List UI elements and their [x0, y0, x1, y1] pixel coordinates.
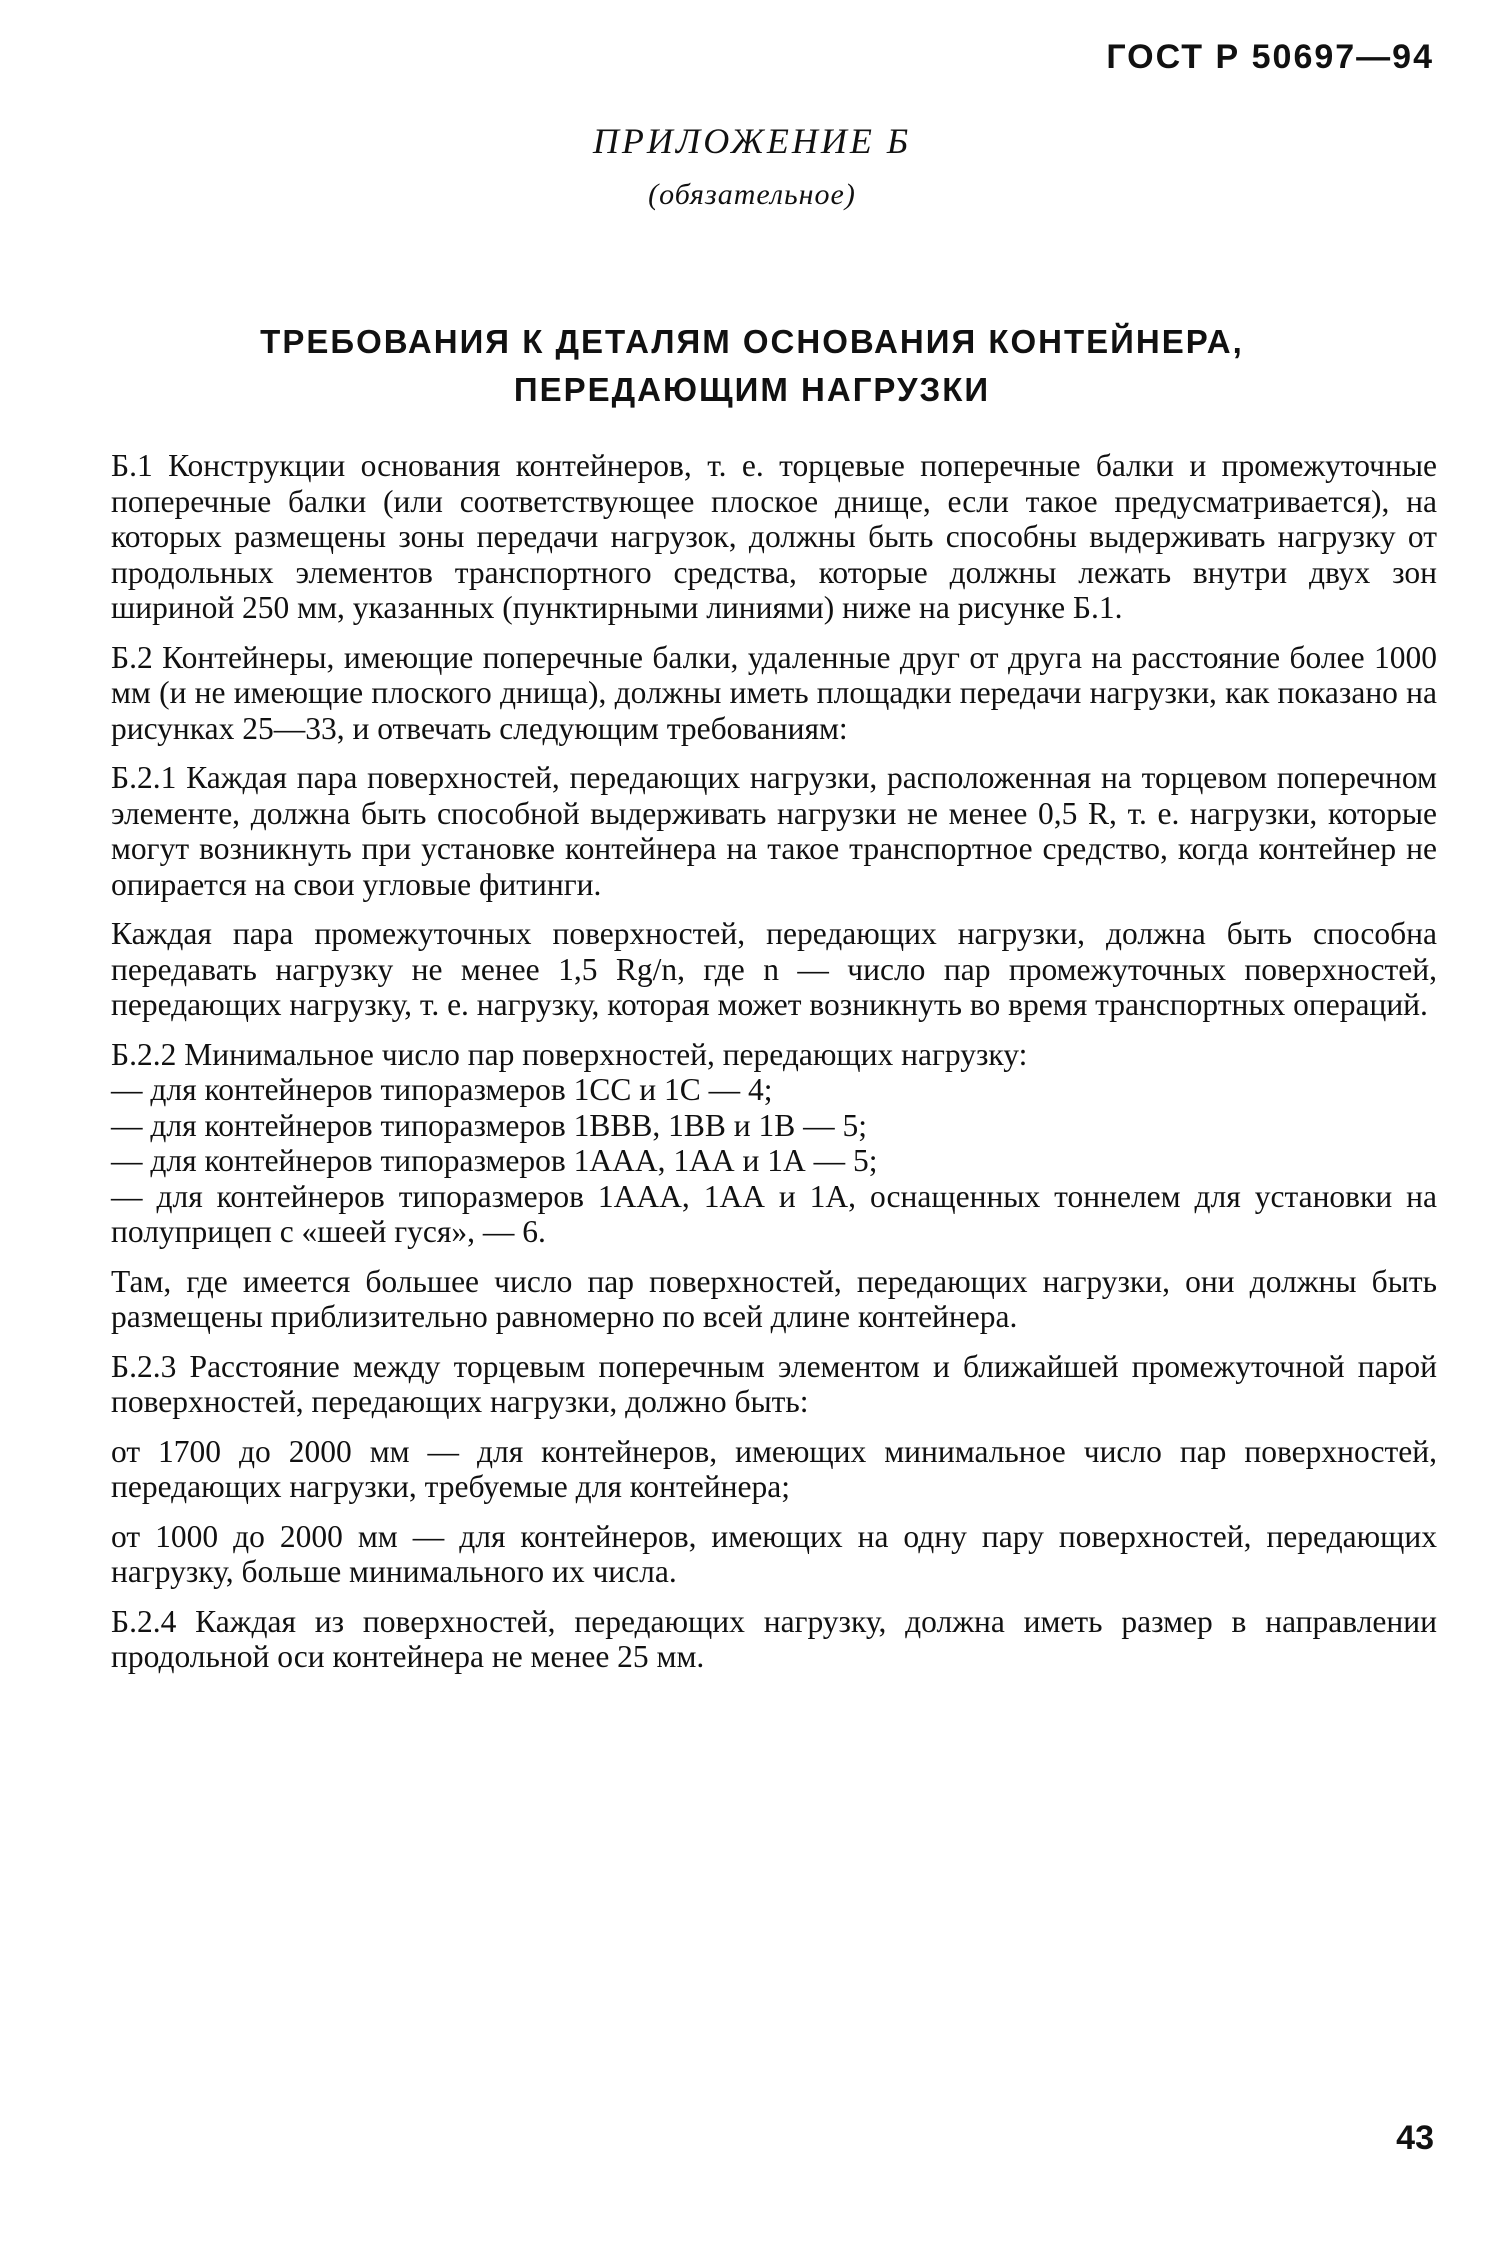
paragraph-b2-2: Б.2.2 Минимальное число пар поверхностей, передающих нагрузку:	[111, 1036, 1028, 1072]
paragraph-b2: Б.2 Контейнеры, имеющие поперечные балки, удаленные друг от друга на расстояние более 1000 мм (и не имеющие плоского днища), должны иметь площадки передачи нагрузки, как показано на рисунках 25—33, и отвечать следующим требованиям:	[111, 639, 1437, 746]
paragraph-b2-3-option-b: от 1000 до 2000 мм — для контейнеров, имеющих на одну пару поверхностей, передающих нагрузку, больше минимального их числа.	[111, 1518, 1437, 1589]
paragraph-b2-2-continued: Там, где имеется большее число пар поверхностей, передающих нагрузки, они должны быть размещены приблизительно равномерно по всей длине контейнера.	[111, 1263, 1437, 1334]
section-title-line-2: ПЕРЕДАЮЩИМ НАГРУЗКИ	[513, 371, 991, 408]
list-item: — для контейнеров типоразмеров 1ВВВ, 1ВВ и 1В — 5;	[111, 1107, 868, 1143]
body-text	[111, 448, 1437, 1675]
paragraph-b2-1-continued: Каждая пара промежуточных поверхностей, передающих нагрузки, должна быть способна передавать нагрузку не менее 1,5 Rg/n, где n — число пар промежуточных поверхностей, передающих нагрузку, т. е. нагрузку, которая может возникнуть во время транспортных операций.	[111, 916, 1437, 1022]
paragraph-b2-3-option-a: от 1700 до 2000 мм — для контейнеров, имеющих минимальное число пар поверхностей, передающих нагрузки, требуемые для контейнера;	[111, 1433, 1437, 1504]
paragraph-b2-3: Б.2.3 Расстояние между торцевым поперечным элементом и ближайшей промежуточной парой поверхностей, передающих нагрузки, должно быть:	[111, 1348, 1437, 1419]
list-item: — для контейнеров типоразмеров 1СС и 1С — 4;	[111, 1072, 773, 1107]
paragraph-b2-1: Б.2.1 Каждая пара поверхностей, передающих нагрузки, расположенная на торцевом поперечном элементе, должна быть способной выдерживать нагрузки не менее 0,5 R, т. е. нагрузки, которые могут возникнуть при установке контейнера на такое транспортное средство, когда контейнер не опирается на свои угловые фитинги.	[111, 760, 1437, 902]
list-item: — для контейнеров типоразмеров 1ААА, 1АА и 1А — 5;	[111, 1143, 878, 1178]
page-number: 43	[1396, 2119, 1434, 2157]
paragraph-b1: Б.1 Конструкции основания контейнеров, т. е. торцевые поперечные балки и промежуточные поперечные балки (или соответствующее плоское днище, если такое предусматривается), на которых размещены зоны передачи нагрузок, должны быть способны выдерживать нагрузку от продольных элементов транспортного средства, которые должны лежать внутри двух зон шириной 250 мм, указанных (пунктирными линиями) ниже на рисунке Б.1.	[111, 448, 1437, 625]
appendix-title: ПРИЛОЖЕНИЕ Б	[592, 121, 912, 161]
standard-code: ГОСТ Р 50697—94	[1106, 38, 1434, 76]
appendix-subtitle: (обязательное)	[648, 178, 856, 211]
paragraph-b2-4: Б.2.4 Каждая из поверхностей, передающих нагрузку, должна иметь размер в направлении продольной оси контейнера не менее 25 мм.	[111, 1603, 1437, 1674]
section-title-line-1: ТРЕБОВАНИЯ К ДЕТАЛЯМ ОСНОВАНИЯ КОНТЕЙНЕРА,	[260, 323, 1244, 360]
section-title	[80, 318, 1424, 414]
list-item: — для контейнеров типоразмеров 1ААА, 1АА и 1А, оснащенных тоннелем для установки на полуприцеп с «шеей гуся», — 6.	[111, 1178, 1437, 1249]
